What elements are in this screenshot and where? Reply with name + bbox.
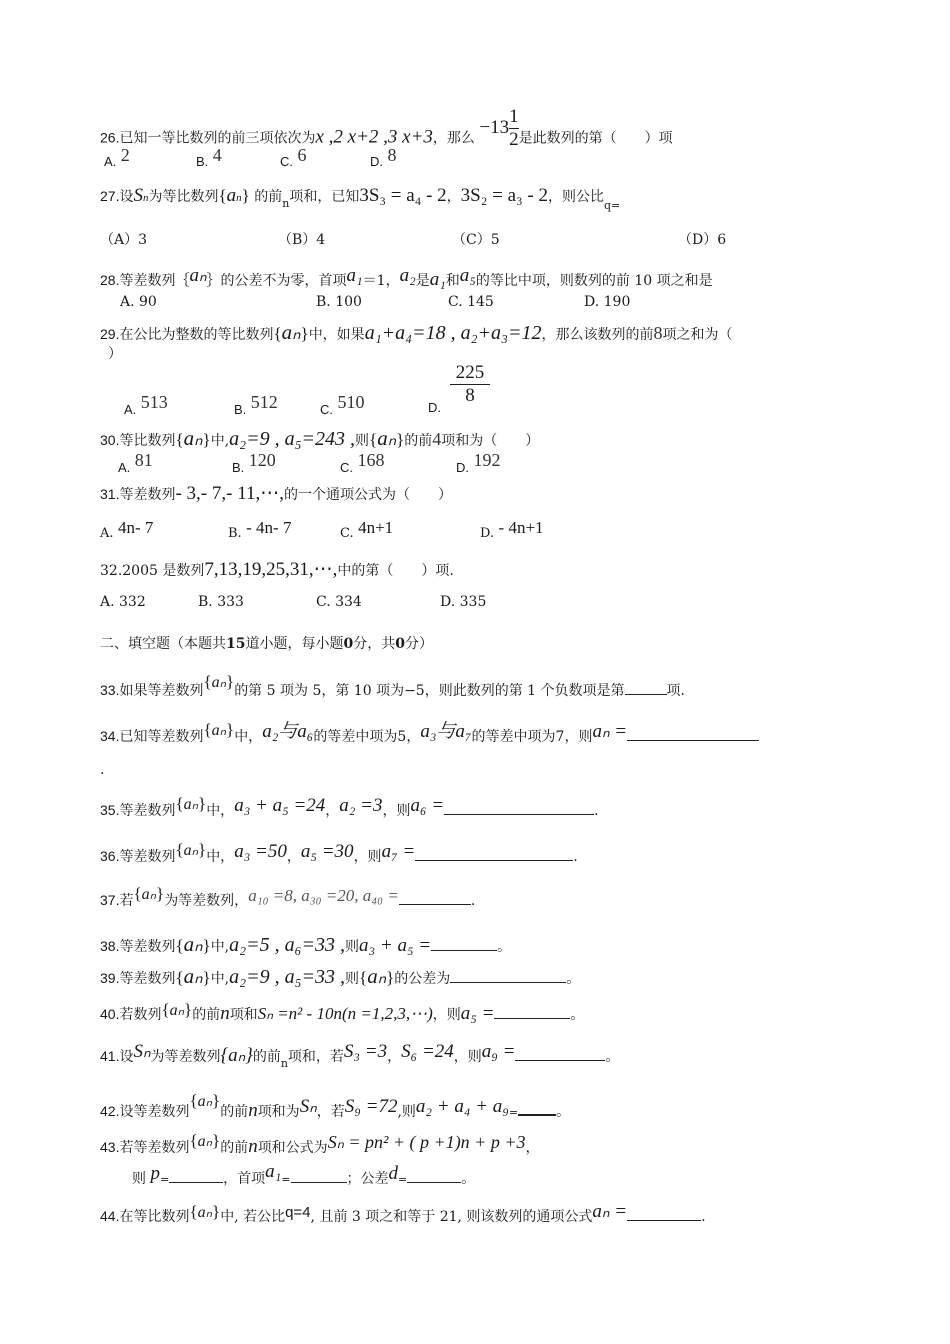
q30-option-a[interactable]: A. 81 [118,450,153,475]
q43-p-blank[interactable] [169,1168,223,1183]
q26-negative: −13 [479,116,510,138]
q27-option-a[interactable]: （A）3 [100,232,148,248]
q28-eq: ＝1， [362,273,400,289]
q30-t2: 中, [210,433,230,449]
question-36: 36.等差数列{aₙ}中，a₃ =50，a₅ =30，则a₇ = . [100,840,578,865]
q29-option-d-fraction: 225 8 [450,362,490,407]
q32-option-c[interactable]: C. 334 [316,594,362,610]
q28-t3: 是 [415,273,430,289]
q26-expression: x ,2 x+2 ,3 x+3 [315,126,433,148]
question-38: 38.等差数列{aₙ}中,a₂=5 , a₆=33 ,则a₃ + a₅ = 。 [100,932,512,956]
q29-option-b[interactable]: B. 512 [234,392,278,417]
question-43-line-2: 则 p= ，首项a₁= ；公差d= 。 [132,1161,476,1187]
q28-t5: 的等比中项，则数列的前 10 项之和是 [475,273,713,289]
q27-equation-2: 3S₂ = a₃ - 2 [460,185,548,206]
question-40: 40.若数列{aₙ}的前n项和Sₙ =n² - 10n(n =1,2,3,⋯)，则a₅ = 。 [100,1000,585,1024]
question-43: 43.若等差数列{aₙ}的前n项和公式为Sₙ = pn² + ( p +1)n + p +3， [100,1131,540,1157]
q39-answer-blank[interactable] [450,968,566,983]
q36-seq: {aₙ} [175,840,207,859]
q27-n: n [282,197,290,210]
q27-text: 27.设 [100,188,134,204]
q30-option-d[interactable]: D. 192 [456,450,501,475]
question-34: 34.已知等差数列{aₙ}中，a₂与a₆的等差中项为5，a₃与a₇的等差中项为7，则aₙ = [100,726,759,747]
q34-seq: {aₙ} [203,720,235,739]
q32-option-b[interactable]: B. 333 [198,594,244,610]
q28-a1b: a₁ [429,269,446,290]
q28-an: aₙ [189,265,207,286]
q32-text: 32.2005 是数列 [100,563,205,579]
question-35: 35.等差数列{aₙ}中，a₃ + a₅ =24，a₂ =3，则a₆ = . [100,794,599,819]
q31-option-d[interactable]: D. - 4n+1 [480,518,544,541]
question-39: 39.等差数列{aₙ}中,a₂=9 , a₅=33 ,则{aₙ}的公差为 。 [100,964,581,988]
q44-answer-blank[interactable] [627,1206,701,1221]
q34-period: . [100,762,105,778]
q29-option-d[interactable]: D. [428,400,441,415]
question-33: 33.如果等差数列{aₙ}的第 5 项为 5，第 10 项为−5，则此数列的第 1 个负数项是第 项. [100,672,685,699]
q30-equation: a₂=9 , a₅=243 , [229,428,356,450]
q27-option-c[interactable]: （C）5 [452,232,500,248]
q32-t2: 中的第（ ）项. [337,563,454,579]
q26-fraction: $\frac{1}{2}$ [509,106,519,150]
question-29 [100,322,732,345]
q29-seq: {aₙ} [273,320,309,344]
q26-option-a[interactable]: A. 2 [104,145,130,169]
q30-option-b[interactable]: B. 120 [232,450,276,475]
q43-a1-blank[interactable] [291,1168,347,1183]
q37-seq: {aₙ} [133,884,165,903]
q28-t2: ｝的公差不为零，首项 [206,273,347,289]
q30-text: 30.等比数列 [100,432,176,448]
q29-closing: ） [108,346,122,362]
q29-t2: 中，如果 [308,327,365,343]
q43-d-blank[interactable] [407,1168,461,1183]
q28-text: 28.等差数列｛ [100,272,190,288]
q36-answer-blank[interactable] [415,846,573,861]
q30-t5: 项和为（ ） [441,433,540,449]
q37-answer-blank[interactable] [399,890,471,905]
q27-t2: 为等比数列 [148,189,219,205]
q27-t3: 的前 [254,189,283,205]
question-41: 41.设Sₙ为等差数列{aₙ}的前$_n$项和，若S₃ =3，S₆ =24，则a₉ = 。 [100,1041,620,1070]
question-44: 44.在等比数列{aₙ}中, 若公比q=4, 且前 3 项之和等于 21, 则该数列的通项公式aₙ = . [100,1201,706,1225]
question-32 [100,560,454,581]
q29-option-a[interactable]: A. 513 [124,392,168,417]
q35-seq: {aₙ} [175,794,207,813]
question-37: 37.若{aₙ}为等差数列，a₁₀ =8, a₃₀ =20, a₄₀ = . [100,884,476,909]
q30-t4: 的前 [404,433,433,449]
q28-option-b[interactable]: B. 100 [316,294,362,310]
q28-a5: a₅ [459,265,476,286]
q27-sub: n [142,192,149,204]
q29-t3: ，那么该数列的前 [541,327,654,343]
q29-option-c[interactable]: C. 510 [320,392,365,417]
question-30 [100,428,539,451]
q31-t2: 的一个通项公式为（ ） [284,487,452,503]
q27-t4: 项和，已知 [289,189,360,205]
q27-q: q= [603,199,621,212]
q31-option-b[interactable]: B. - 4n- 7 [228,518,292,541]
q40-answer-blank[interactable] [494,1004,570,1019]
section-2-heading: 二、填空题（本题共15道小题，每小题0分，共0分） [100,636,433,652]
q29-k: 8 [653,323,663,343]
q29-t4: 项之和为（ [662,327,733,343]
q28-option-a[interactable]: A. 90 [120,294,157,310]
q27-seq: {an} [218,185,250,206]
q29-text: 29.在公比为整数的等比数列 [100,326,274,342]
q32-option-a[interactable]: A. 332 [100,594,146,610]
q31-option-a[interactable]: A. 4n- 7 [100,518,154,541]
q26-text: 26.已知一等比数列的前三项依次为 [100,129,316,146]
q31-text: 31.等差数列 [100,486,176,502]
q31-option-c[interactable]: C. 4n+1 [340,518,394,541]
q30-option-c[interactable]: C. 168 [340,450,385,475]
q30-k: 4 [432,429,442,449]
q41-answer-blank[interactable] [515,1046,605,1061]
question-42: 42.设等差数列{aₙ}的前n项和为Sₙ，若S₉ =72,则a₂ + a₄ + a₉= 。 [100,1091,571,1121]
question-28 [100,265,713,291]
q43-seq: {aₙ} [189,1131,221,1150]
q35-answer-blank[interactable] [444,800,594,815]
q31-sequence: - 3,- 7,- 11,⋯, [175,483,284,504]
q44-seq: {aₙ} [189,1202,221,1221]
q27-equation-1: 3S₃ = a₄ - 2 [359,185,447,206]
q42-answer-blank[interactable] [518,1100,556,1116]
q28-option-d[interactable]: D. 190 [584,294,631,310]
q30-seq-2: {aₙ} [369,426,405,450]
q30-seq: {aₙ} [175,426,211,450]
q32-sequence: 7,13,19,25,31,⋯, [204,559,338,580]
question-31 [100,484,452,505]
q38-seq: {aₙ} [175,932,211,956]
q33-answer-blank[interactable] [625,680,667,695]
q27-option-d[interactable]: （D）6 [678,232,727,248]
question-27 [100,185,621,212]
q29-equation: a₁+a₄=18 , a₂+a₃=12 [364,322,542,344]
q26-option-c[interactable]: C. 6 [280,145,307,169]
q27-sep: ， [446,189,461,205]
q42-seq: {aₙ} [189,1091,221,1110]
q26-option-b[interactable]: B. 4 [196,145,222,169]
q28-option-c[interactable]: C. 145 [448,294,494,310]
q26-option-d[interactable]: D. 8 [370,145,397,169]
q40-seq: {aₙ} [161,1000,193,1019]
q27-t5: ，则公比 [547,189,604,205]
q28-t4: 和 [445,273,460,289]
q26-tail: 是此数列的第（ ）项 [518,130,673,147]
q27-option-b[interactable]: （B）4 [278,232,326,248]
q39-seq-2: {aₙ} [359,964,395,988]
q27-s: S [133,185,143,206]
q33-seq: {aₙ} [203,672,235,691]
q30-t3: 则 [355,433,370,449]
q34-answer-blank[interactable] [627,726,759,741]
q28-a2: a₂ [399,265,416,286]
q32-option-d[interactable]: D. 335 [440,594,487,610]
q39-seq: {aₙ} [175,964,211,988]
q38-answer-blank[interactable] [431,936,497,951]
q26-mid: ，那么 [432,130,475,147]
q28-a1: a₁ [346,265,363,286]
